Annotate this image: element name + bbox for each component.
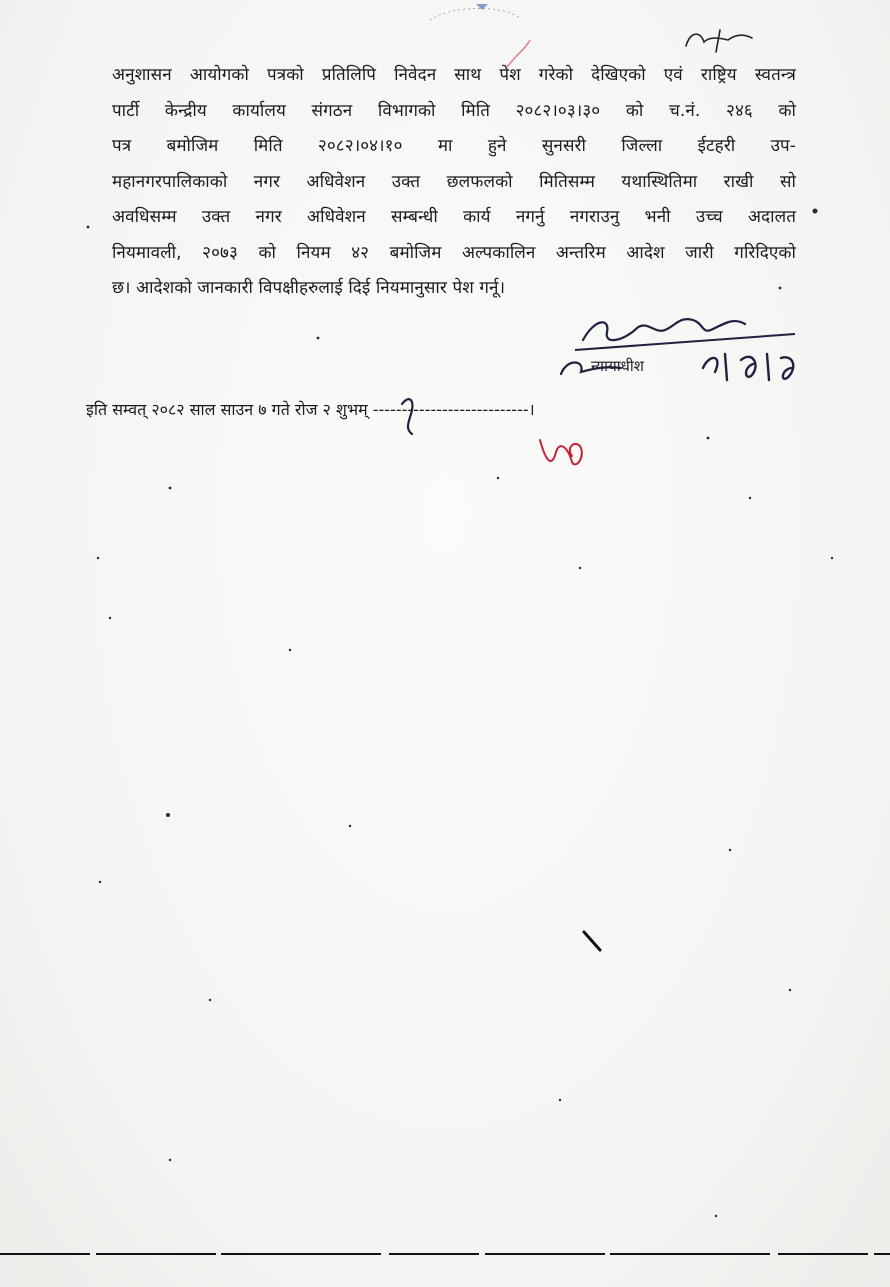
judge-designation: न्यायाधीश bbox=[591, 357, 644, 375]
ink-streak bbox=[584, 932, 600, 950]
closing-line: इति सम्वत् २०८२ साल साउन ७ गते रोज २ शुभम् ---------------------------। bbox=[86, 400, 535, 419]
page-specks bbox=[87, 209, 834, 1218]
body-line-7: छ। आदेशको जानकारी विपक्षीहरुलाई दिई नियमानुसार पेश गर्नू। bbox=[112, 278, 506, 298]
bottom-rule bbox=[0, 1252, 890, 1256]
stamp-mark bbox=[430, 4, 530, 70]
body-line-1: अनुशासन आयोगको पत्रको प्रतिलिपि निवेदन साथ पेश गरेको देखिएको एवं राष्ट्रिय स्वतन्त्र bbox=[112, 65, 796, 85]
body-line-4: महानगरपालिकाको नगर अधिवेशन उक्त छलफलको मितिसम्म यथास्थितिमा राखी सो bbox=[112, 171, 796, 192]
body-line-2: पार्टी केन्द्रीय कार्यालय संगठन विभागको मिति २०८२।०३।३० को च.नं. २४६ को bbox=[112, 100, 796, 121]
body-line-5: अवधिसम्म उक्त नगर अधिवेशन सम्बन्धी कार्य नगर्नु नगराउनु भनी उच्च अदालत bbox=[112, 207, 796, 227]
body-line-3: पत्र बमोजिम मिति २०८२।०४।१० मा हुने सुनसरी जिल्ला ईटहरी उप- bbox=[112, 136, 796, 156]
body-line-6: नियमावली, २०७३ को नियम ४२ बमोजिम अल्पकालिन अन्तरिम आदेश जारी गरिदिएको bbox=[112, 242, 796, 263]
red-initials bbox=[540, 440, 582, 464]
top-initials bbox=[686, 30, 752, 52]
closing-handwritten-mark bbox=[402, 399, 412, 434]
